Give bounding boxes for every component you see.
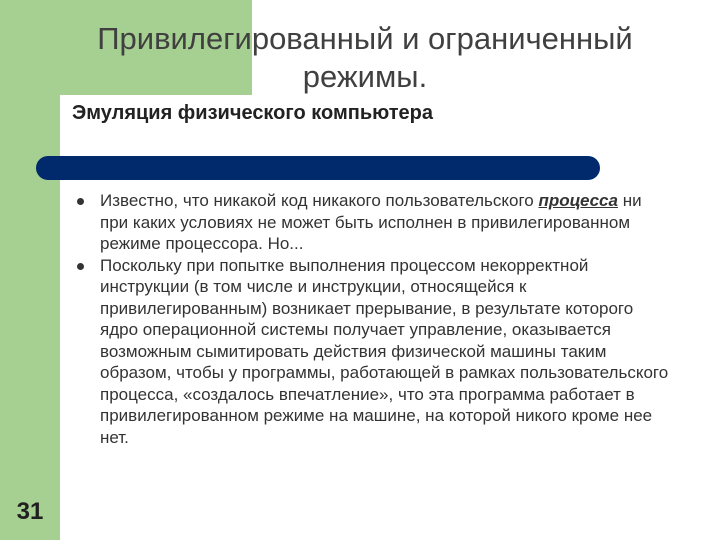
bullet-text-start: Известно, что никакой код никакого пользовательского	[100, 191, 539, 210]
left-accent-bar	[0, 0, 60, 540]
divider-bar	[36, 156, 600, 180]
bullet-list	[74, 190, 674, 448]
bullet-text: Поскольку при попытке выполнения процессом некорректной инструкции (в том числе и инструкции, относящейся к привилегированным) возникает прерывание, в результате которого ядро операционной системы получает управление, оказывается возможным сымитировать действия физической машины таким образом, чтобы у программы, работающей в рамках пользовательского процесса, «создалось впечатление», что эта программа работает в привилегированном режиме на машине, на которой никого кроме нее нет.	[100, 255, 669, 447]
emphasized-term: процесса	[538, 191, 618, 210]
bullet-item	[74, 190, 674, 255]
bullet-dot-icon	[77, 198, 84, 205]
bullet-item	[74, 255, 674, 449]
bullet-dot-icon	[77, 263, 84, 270]
slide-title: Привилегированный и ограниченный режимы.	[97, 21, 633, 94]
slide-number: 31	[16, 498, 44, 525]
slide-subtitle: Эмуляция физического компьютера	[72, 102, 433, 124]
bullet-text-end: ни при каких условиях не может быть исполнен в привилегированном режиме процессора. Но...	[100, 191, 642, 253]
